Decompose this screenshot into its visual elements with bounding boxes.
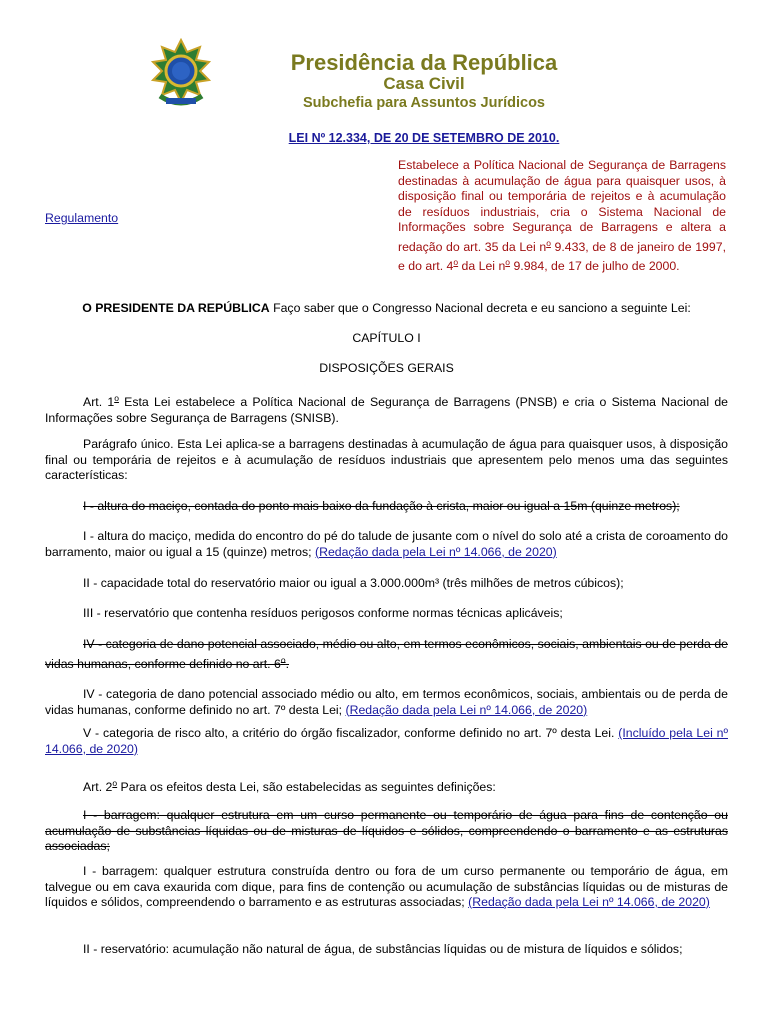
definition-i-revoked: I - barragem: qualquer estrutura em um curso permanente ou temporário de água para fins de contenção ou acumulação de substâncias líquidas ou de misturas de líquidos e sólidos, compreendendo o barramento e as estruturas associadas; bbox=[45, 808, 728, 853]
item-i: I - altura do maciço, medida do encontro do pé do talude de jusante com o nível do solo até a crista de coroamento do barramento, maior ou igual a 15 (quinze) metros; (Redação dada pela Lei nº 14.066, de 2020) bbox=[45, 529, 728, 559]
item-v: V - categoria de risco alto, a critério do órgão fiscalizador, conforme definido no art. 7º desta Lei. (Incluído pela Lei nº 14.066, de 2020) bbox=[45, 726, 728, 756]
preamble: O PRESIDENTE DA REPÚBLICA Faço saber que o Congresso Nacional decreta e eu sanciono a seguinte Lei: bbox=[82, 301, 691, 315]
item-iv-revoked: IV - categoria de dano potencial associado, médio ou alto, em termos econômicos, sociais, ambientais ou de perda de vidas humanas, conforme definido no art. 6$^o$. bbox=[45, 637, 728, 671]
header-department: Subchefia para Assuntos Jurídicos bbox=[303, 95, 545, 111]
chapter-heading: CAPÍTULO I bbox=[352, 331, 421, 345]
paragrafo-unico: Parágrafo único. Esta Lei aplica-se a barragens destinadas à acumulação de água para quaisquer usos, à disposição final ou temporária de rejeitos e à acumulação de resíduos industriais que apresentem pelo menos uma das seguintes características: bbox=[45, 437, 728, 482]
amendment-link[interactable]: (Incluído pela Lei nº 14.066, de 2020) bbox=[45, 726, 728, 756]
item-iii: III - reservatório que contenha resíduos perigosos conforme normas técnicas aplicáveis; bbox=[83, 606, 563, 620]
definition-i: I - barragem: qualquer estrutura construída dentro ou fora de um curso permanente ou temporário de água, em talvegue ou em cava exaurida com dique, para fins de contenção ou acumulação de substâncias líquidas ou de misturas de líquidos e sólidos, compreendendo o barramento e as estruturas associadas; (Redação dada pela Lei nº 14.066, de 2020) bbox=[45, 864, 728, 909]
article-1: Art. 1$^o$ Esta Lei estabelece a Política Nacional de Segurança de Barragens (PNSB) e cria o Sistema Nacional de Informações sobre Segurança de Barragens (SNISB). bbox=[45, 393, 728, 425]
article-2: Art. 2$^o$ Para os efeitos desta Lei, são estabelecidas as seguintes definições: bbox=[83, 778, 496, 795]
law-ementa: Estabelece a Política Nacional de Segurança de Barragens destinadas à acumulação de água para quaisquer usos, à disposição final ou temporária de rejeitos e à acumulação de resíduos industriais, cria o Sistema Nacional de Informações sobre Segurança de Barragens e altera a redação do art. 35 da Lei $n^o$ 9.433, de 8 de janeiro de 1997, e do art. 4$^o$ da Lei $n^o$ 9.984, de 17 de julho de 2000. bbox=[398, 158, 726, 274]
amendment-link[interactable]: (Redação dada pela Lei nº 14.066, de 2020) bbox=[468, 895, 710, 909]
law-title[interactable]: LEI Nº 12.334, DE 20 DE SETEMBRO DE 2010. bbox=[288, 131, 560, 145]
item-ii: II - capacidade total do reservatório maior ou igual a 3.000.000m³ (três milhões de metros cúbicos); bbox=[83, 576, 624, 590]
header-subtitle: Casa Civil bbox=[383, 74, 465, 93]
amendment-link[interactable]: (Redação dada pela Lei nº 14.066, de 2020) bbox=[345, 702, 588, 717]
amendment-link[interactable]: (Redação dada pela Lei nº 14.066, de 2020) bbox=[314, 544, 557, 559]
chapter-title: DISPOSIÇÕES GERAIS bbox=[319, 361, 454, 375]
header-title: Presidência da República bbox=[290, 50, 558, 75]
regulamento-link[interactable]: Regulamento bbox=[45, 211, 119, 225]
item-iv: IV - categoria de dano potencial associado médio ou alto, em termos econômicos, sociais, ambientais ou de perda de vidas humanas, conforme definido no art. 7º desta Lei; (Redação dada pela Lei nº 14.066, de 2020) bbox=[45, 687, 728, 717]
definition-ii: II - reservatório: acumulação não natural de água, de substâncias líquidas ou de mistura de líquidos e sólidos; bbox=[83, 942, 683, 956]
item-i-revoked: I - altura do maciço, contada do ponto mais baixo da fundação à crista, maior ou igual a 15m (quinze metros); bbox=[83, 499, 680, 513]
